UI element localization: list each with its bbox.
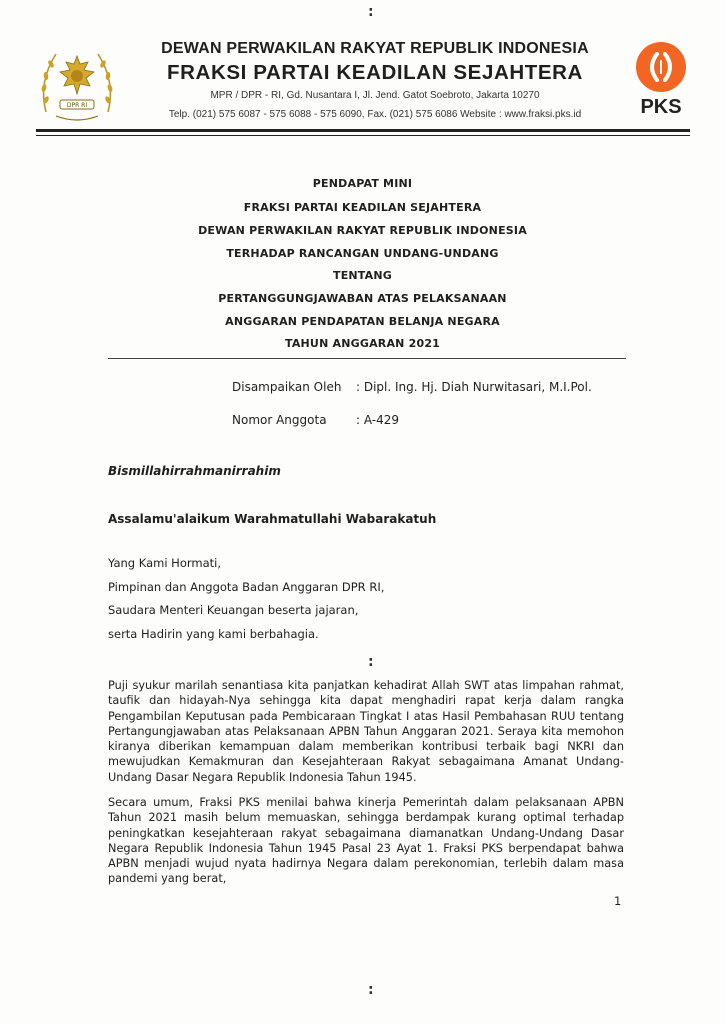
letterhead-address: MPR / DPR - RI, Gd. Nusantara I, Jl. Jend. Gatot Soebroto, Jakarta 10270 <box>210 90 540 101</box>
letterhead-faction: FRAKSI PARTAI KEADILAN SEJAHTERA <box>167 61 583 84</box>
title-line-8: TAHUN ANGGARAN 2021 <box>284 337 441 350</box>
title-line-1: PENDAPAT MINI <box>312 177 413 190</box>
scan-mark-middle: : <box>368 654 374 670</box>
member-number-value: : A-429 <box>356 413 400 427</box>
greeting-line-3: Saudara Menteri Keuangan beserta jajaran, <box>108 603 359 617</box>
member-number-label: Nomor Anggota <box>232 413 327 427</box>
scan-mark-bottom: : <box>368 982 374 998</box>
letterhead-rule-thin <box>36 135 690 136</box>
title-line-5: TENTANG <box>332 269 393 282</box>
salam: Assalamu'alaikum Warahmatullahi Wabarakatuh <box>108 512 437 526</box>
letterhead-institution: DEWAN PERWAKILAN RAKYAT REPUBLIK INDONESIA <box>161 40 589 57</box>
page-number: 1 <box>614 894 622 908</box>
title-line-6: PERTANGGUNGJAWABAN ATAS PELAKSANAAN <box>218 292 507 305</box>
title-line-3: DEWAN PERWAKILAN RAKYAT REPUBLIK INDONESIA <box>198 224 527 237</box>
pks-logo-icon <box>636 42 686 92</box>
greeting-line-1: Yang Kami Hormati, <box>108 556 221 570</box>
bismillah: Bismillahirrahmanirrahim <box>108 464 281 478</box>
emblem-text: DPR RI <box>66 102 88 109</box>
presenter-label: Disampaikan Oleh <box>232 380 342 394</box>
greeting-line-2: Pimpinan dan Anggota Badan Anggaran DPR RI, <box>108 580 385 594</box>
title-rule <box>108 358 626 359</box>
pks-logo-text: PKS <box>640 96 682 118</box>
letterhead-rule-thick <box>36 129 690 132</box>
title-line-2: FRAKSI PARTAI KEADILAN SEJAHTERA <box>243 201 482 214</box>
letterhead-contact: Telp. (021) 575 6087 - 575 6088 - 575 6090, Fax. (021) 575 6086 Website : www.fraksi.pks.id <box>168 109 582 120</box>
paragraph-2: Secara umum, Fraksi PKS menilai bahwa kinerja Pemerintah dalam pelaksanaan APBN Tahun 2021 masih belum memuaskan, sehingga berdampak kurang optimal terhadap peningkatkan kesejahteraan rakyat sebagaimana diamanatkan Undang-Undang Dasar Negara Republik Indonesia Tahun 1945 Pasal 23 Ayat 1. Fraksi PKS berpendapat bahwa APBN menjadi wujud nyata hadirnya Negara dalam perekonomian, terlebih dalam masa pandemi yang berat, <box>108 796 624 886</box>
dpr-emblem-logo <box>36 42 118 126</box>
scan-mark-top: : <box>368 4 374 20</box>
paragraph-1: Puji syukur marilah senantiasa kita panjatkan kehadirat Allah SWT atas limpahan rahmat, taufik dan hidayah-Nya sehingga kita dapat menghadiri rapat kerja dalam rangka Pengambilan Keputusan pada Pembicaraan Tingkat I atas Hasil Pembahasan RUU tentang Pertangungjawaban atas Pelaksanaan APBN Tahun Anggaran 2021. Seraya kita memohon kiranya diberikan kemampuan dalam memberikan kontribusi terbaik bagi NKRI dan mewujudkan Kemakmuran dan Kesejahteraan Rakyat sebagaimana Amanat Undang-Undang Dasar Negara Republik Indonesia Tahun 1945. <box>108 679 624 784</box>
presenter-value: : Dipl. Ing. Hj. Diah Nurwitasari, M.I.Pol. <box>356 380 592 394</box>
greeting-line-4: serta Hadirin yang kami berbahagia. <box>108 627 319 641</box>
title-line-7: ANGGARAN PENDAPATAN BELANJA NEGARA <box>225 315 500 328</box>
title-line-4: TERHADAP RANCANGAN UNDANG-UNDANG <box>226 247 499 260</box>
